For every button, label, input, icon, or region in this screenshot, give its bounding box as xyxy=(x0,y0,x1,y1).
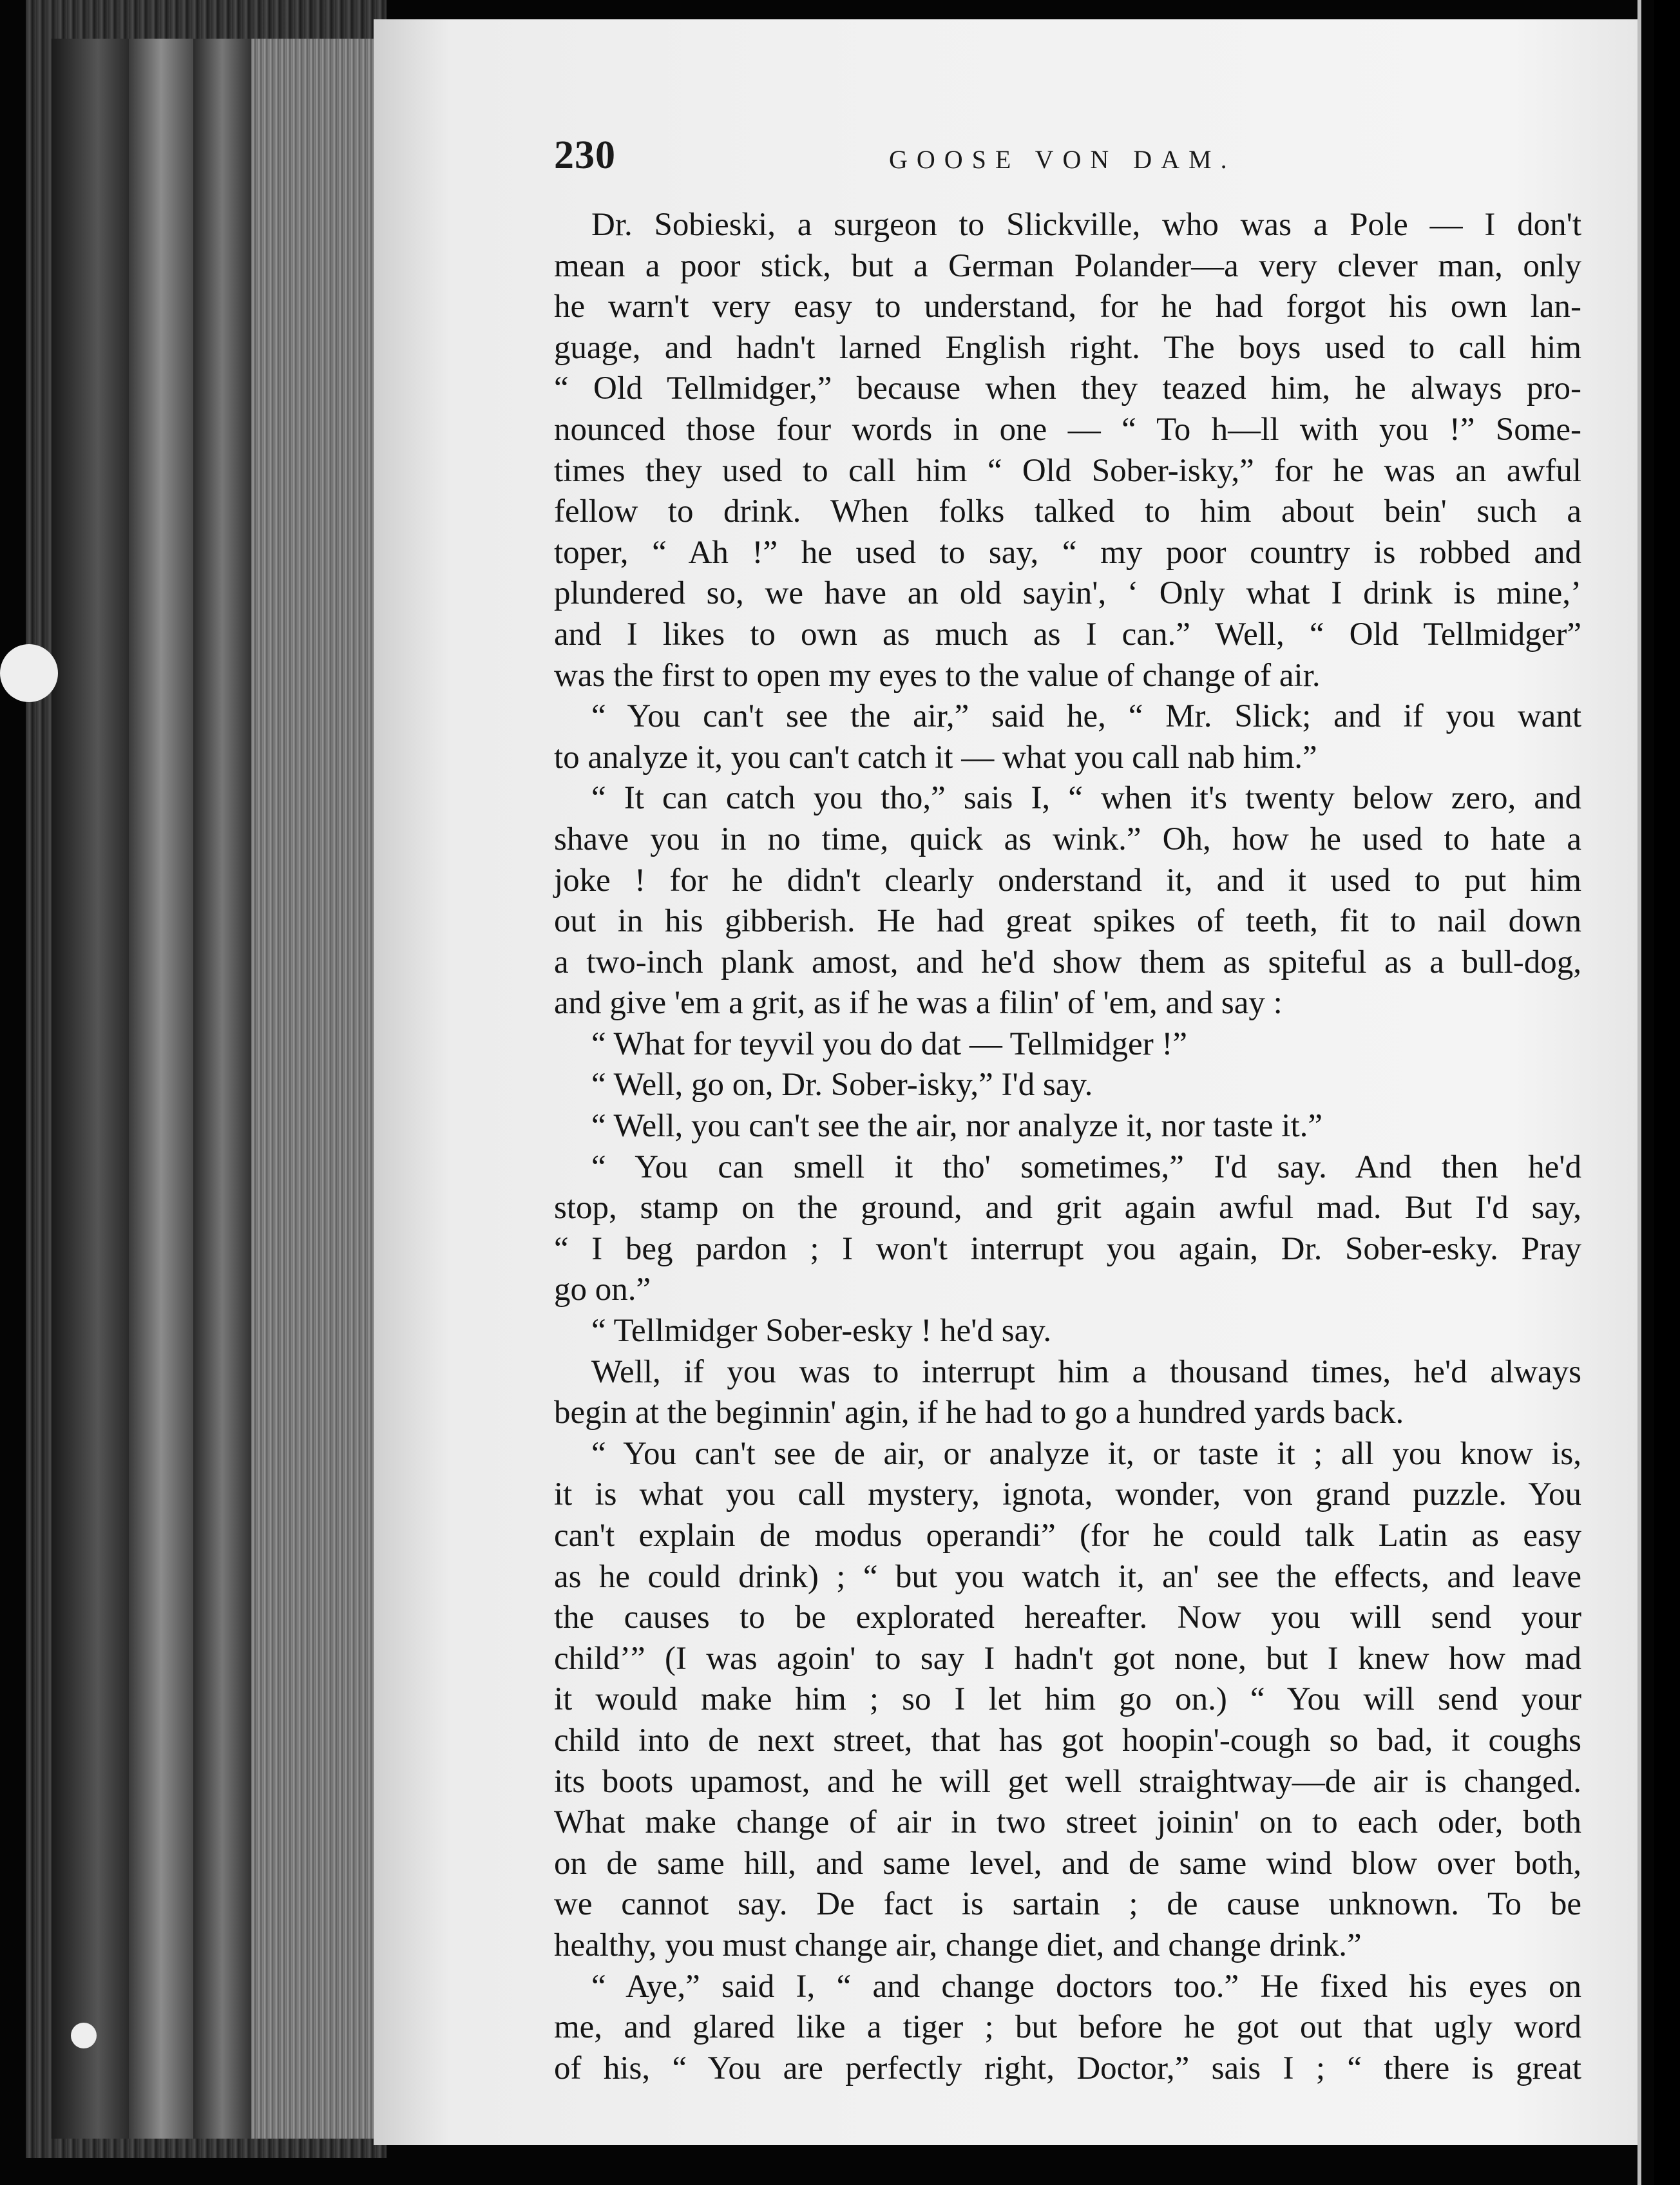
binding-edge xyxy=(1654,0,1680,2185)
text-line: child’” (I was agoin' to say I hadn't got none, but I knew how mad xyxy=(554,1640,1581,1677)
ink-blot-left xyxy=(0,644,58,702)
text-line: fellow to drink. When folks talked to him about bein' such a xyxy=(554,493,1581,530)
text-line: shave you in no time, quick as wink.” Oh, how he used to hate a xyxy=(554,821,1581,857)
text-line: “ Well, you can't see the air, nor analyze it, nor taste it.” xyxy=(591,1108,1322,1145)
text-line: we cannot say. De fact is sartain ; de cause unknown. To be xyxy=(554,1886,1581,1923)
text-line: out in his gibberish. He had great spikes of teeth, fit to nail down xyxy=(554,903,1581,940)
body-text xyxy=(554,205,1581,2089)
text-line: on de same hill, and same level, and de same wind blow over both, xyxy=(554,1845,1581,1882)
text-line: joke ! for he didn't clearly onderstand it, and it used to put him xyxy=(554,862,1581,899)
text-line: Dr. Sobieski, a surgeon to Slickville, who was a Pole — I don't xyxy=(591,207,1581,243)
text-line: me, and glared like a tiger ; but before he got out that ugly word xyxy=(554,2009,1581,2046)
text-line: the causes to be explorated hereafter. Now you will send your xyxy=(554,1599,1581,1636)
binding-edge-line xyxy=(1637,0,1641,2185)
text-line: “ Aye,” said I, “ and change doctors too.” He fixed his eyes on xyxy=(591,1968,1581,2005)
page-edge-strip xyxy=(251,39,374,2139)
text-line: he warn't very easy to understand, for he had forgot his own lan- xyxy=(554,289,1581,325)
text-line: to analyze it, you can't catch it — what you call nab him.” xyxy=(554,739,1317,776)
page-number: 230 xyxy=(554,133,616,177)
page-edge-strip xyxy=(129,39,193,2139)
text-line: as he could drink) ; “ but you watch it, an' see the effects, and leave xyxy=(554,1558,1581,1595)
text-line: toper, “ Ah !” he used to say, “ my poor country is robbed and xyxy=(554,534,1581,571)
text-line: and I likes to own as much as I can.” Well, “ Old Tellmidger” xyxy=(554,616,1581,653)
text-line: Well, if you was to interrupt him a thousand times, he'd always xyxy=(591,1353,1581,1390)
text-line: “ I beg pardon ; I won't interrupt you again, Dr. Sober-esky. Pray xyxy=(554,1230,1581,1267)
text-line: nounced those four words in one — “ To h—ll with you !” Some- xyxy=(554,411,1581,448)
text-line: plundered so, we have an old sayin', ‘ Only what I drink is mine,’ xyxy=(554,575,1581,612)
text-line: “ You can't see de air, or analyze it, or taste it ; all you know is, xyxy=(591,1435,1581,1472)
page-edge-strip xyxy=(193,39,251,2139)
text-line: “ Well, go on, Dr. Sober-isky,” I'd say. xyxy=(591,1067,1093,1103)
text-line: “ You can't see the air,” said he, “ Mr. Slick; and if you want xyxy=(591,698,1581,735)
text-line: of his, “ You are perfectly right, Doctor,” sais I ; “ there is great xyxy=(554,2050,1581,2086)
text-line: “ It can catch you tho,” sais I, “ when it's twenty below zero, and xyxy=(591,780,1581,817)
text-line: times they used to call him “ Old Sober-isky,” for he was an awful xyxy=(554,452,1581,489)
page-edge-strip xyxy=(52,39,129,2139)
text-line: “ Old Tellmidger,” because when they teazed him, he always pro- xyxy=(554,370,1581,407)
text-line: and give 'em a grit, as if he was a filin' of 'em, and say : xyxy=(554,985,1283,1022)
text-line: go on.” xyxy=(554,1272,651,1308)
text-line: child into de next street, that has got hoopin'-cough so bad, it coughs xyxy=(554,1722,1581,1759)
text-line: stop, stamp on the ground, and grit again awful mad. But I'd say, xyxy=(554,1190,1581,1226)
text-line: “ Tellmidger Sober-esky ! he'd say. xyxy=(591,1313,1052,1350)
text-line: it would make him ; so I let him go on.) “ You will send your xyxy=(554,1681,1581,1718)
text-line: “ What for teyvil you do dat — Tellmidger !” xyxy=(591,1026,1188,1062)
text-line: it is what you call mystery, ignota, wonder, von grand puzzle. You xyxy=(554,1476,1581,1513)
text-line: “ You can smell it tho' sometimes,” I'd say. And then he'd xyxy=(591,1149,1581,1185)
text-line: mean a poor stick, but a German Polander—a very clever man, only xyxy=(554,247,1581,284)
ink-blot-bottom xyxy=(71,2023,97,2048)
text-line: its boots upamost, and he will get well straightway—de air is changed. xyxy=(554,1763,1581,1800)
text-line: What make change of air in two street joinin' on to each oder, both xyxy=(554,1804,1581,1841)
running-head xyxy=(554,133,1598,184)
text-line: can't explain de modus operandi” (for he could talk Latin as easy xyxy=(554,1518,1581,1554)
text-line: begin at the beginnin' agin, if he had to go a hundred yards back. xyxy=(554,1395,1404,1431)
text-line: guage, and hadn't larned English right. The boys used to call him xyxy=(554,329,1581,366)
text-line: was the first to open my eyes to the value of change of air. xyxy=(554,657,1321,694)
text-line: healthy, you must change air, change diet, and change drink.” xyxy=(554,1927,1362,1963)
running-title: GOOSE VON DAM. xyxy=(889,145,1236,174)
text-line: a two-inch plank amost, and he'd show them as spiteful as a bull-dog, xyxy=(554,944,1581,980)
